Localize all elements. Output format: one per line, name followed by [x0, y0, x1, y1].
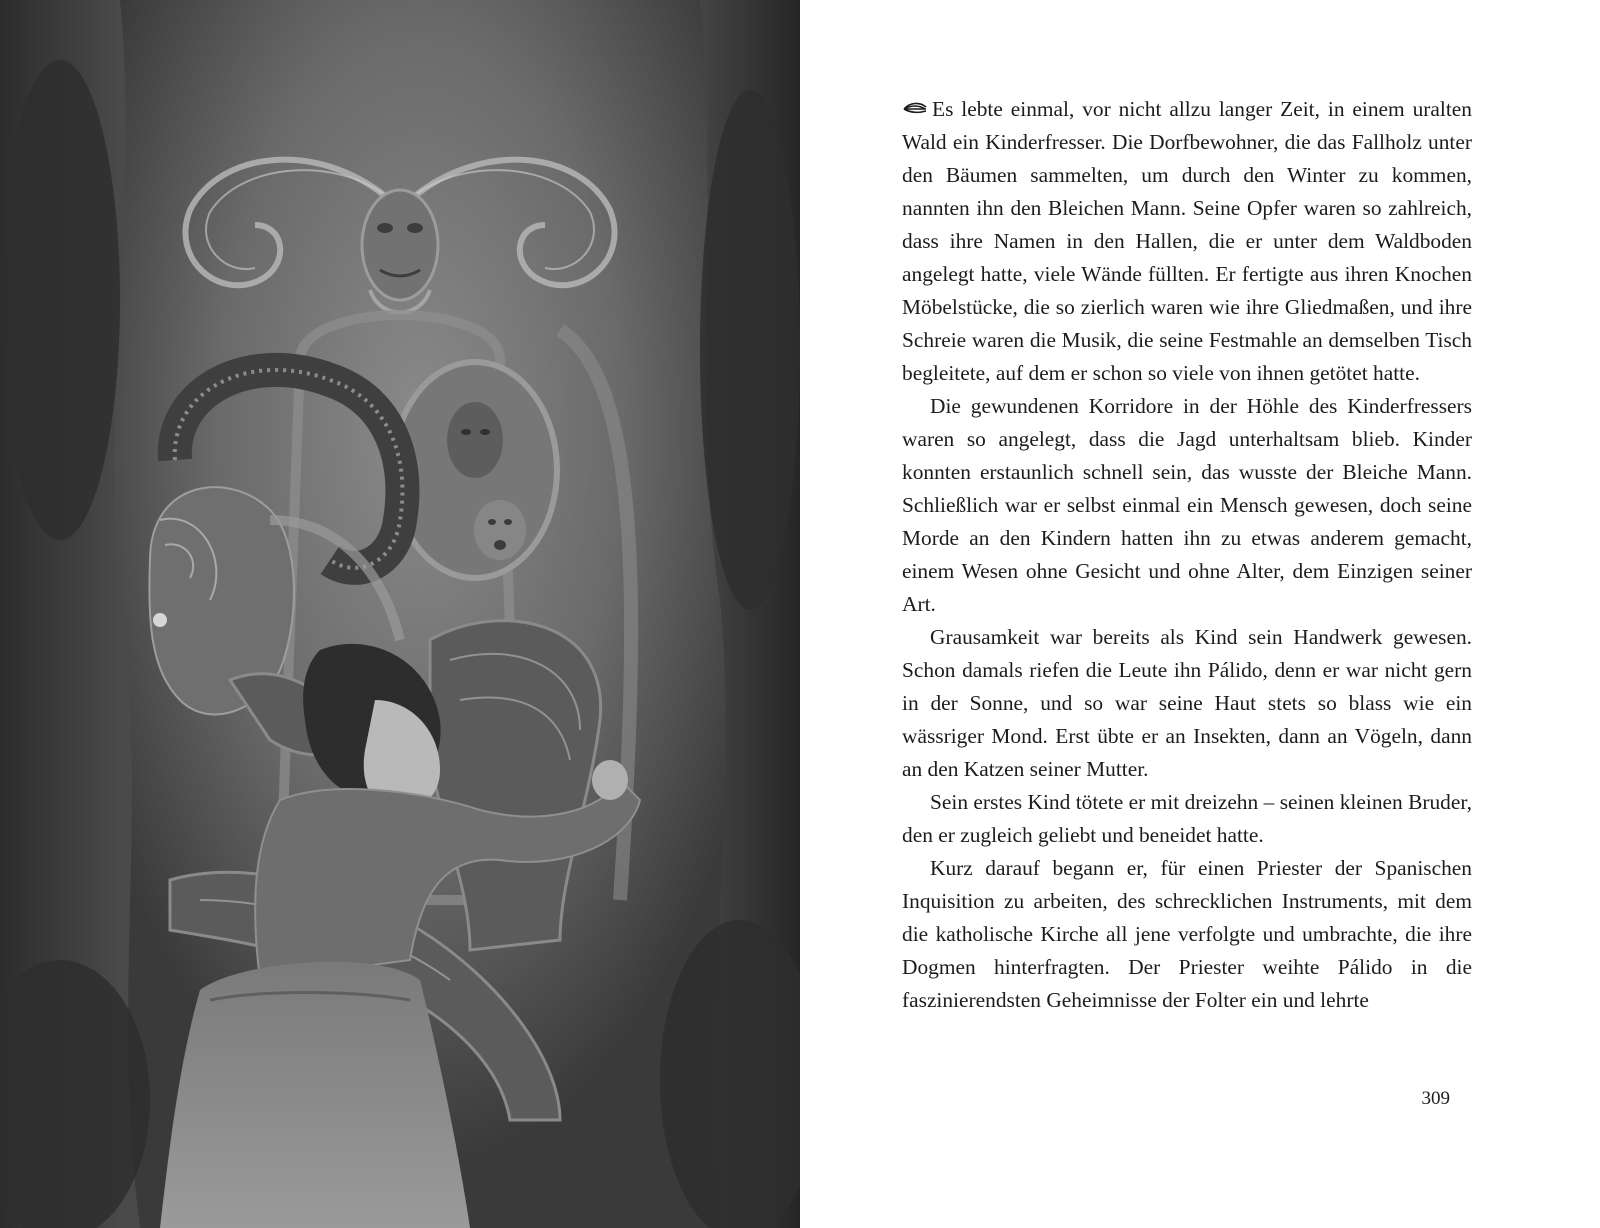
leaf-ornament-icon	[902, 101, 928, 117]
paragraph-2: Die gewundenen Korridore in der Höhle des Kinderfressers waren so angelegt, dass die Jagd unterhaltsam blieb. Kinder konnten erstaunlich schnell sein, das wusste der Bleiche Mann. Schließlich war er selbst einmal ein Mensch gewesen, doch seine Morde an den Kindern hatten ihn zu etwas anderem gemacht, einem Wesen ohne Gesicht und ohne Alter, dem Einzigen seiner Art.	[902, 394, 1472, 616]
paragraph-4: Sein erstes Kind tötete er mit dreizehn – seinen kleinen Bruder, den er zugleich geliebt und beneidet hatte.	[902, 790, 1472, 847]
page-number: 309	[1421, 1088, 1450, 1109]
story-text	[902, 93, 1472, 1017]
text-page	[800, 0, 1600, 1228]
carved-face	[362, 190, 438, 300]
paragraph-5: Kurz darauf begann er, für einen Priester der Spanischen Inquisition zu arbeiten, des schrecklichen Instruments, mit dem die katholische Kirche all jene verfolgte und umbrachte, die ihre Dogmen hinterfragten. Der Priester weihte Pálido in die faszinierendsten Geheimnisse der Folter ein und lehrte	[902, 856, 1472, 1012]
paragraph-1: Es lebte einmal, vor nicht allzu langer Zeit, in einem uralten Wald ein Kinderfresser. Die Dorfbewohner, die das Fallholz unter den Bäumen sammelten, um durch den Winter zu kommen, nannten ihn den Bleichen Mann. Seine Opfer waren so zahlreich, dass ihre Namen in den Hallen, die er unter dem Waldboden angelegt hatte, viele Wände füllten. Er fertigte aus ihren Knochen Möbelstücke, die so zierlich waren wie ihre Gliedmaßen, und ihre Schreie waren die Musik, die seine Festmahle an demselben Tisch begleitete, auf dem er schon so viele von ihnen getötet hatte.	[902, 97, 1472, 385]
paragraph-3: Grausamkeit war bereits als Kind sein Handwerk gewesen. Schon damals riefen die Leute ihn Pálido, denn er war nicht gern in der Sonne, und so war seine Haut stets so blass wie ein wässriger Mond. Erst übte er an Insekten, dann an Vögeln, dann an den Katzen seiner Mutter.	[902, 625, 1472, 781]
